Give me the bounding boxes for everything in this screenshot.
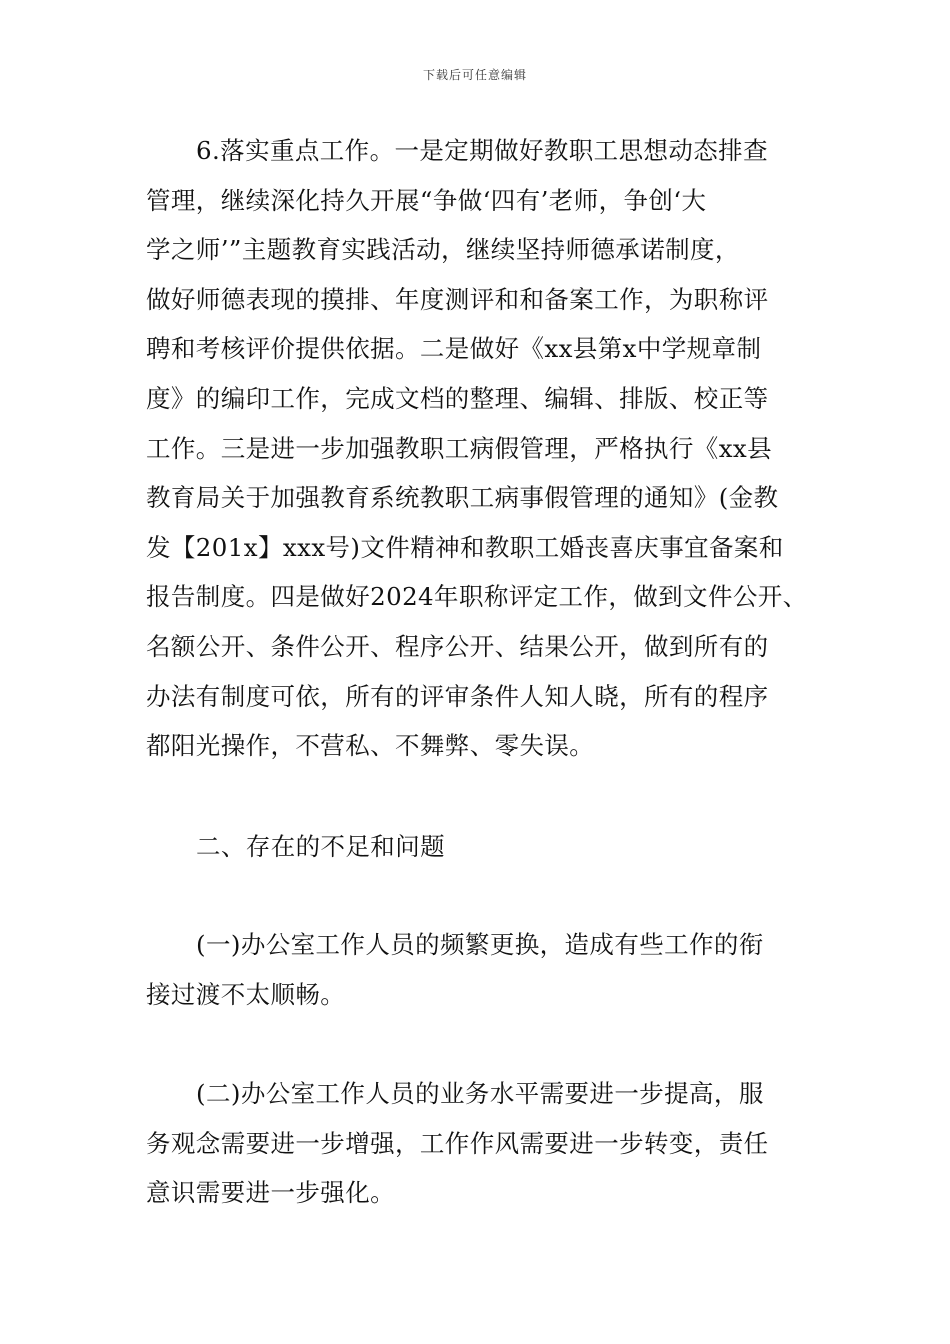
paragraph-line: 务观念需要进一步增强，工作作风需要进一步转变，责任 bbox=[146, 1128, 769, 1158]
paragraph-line: 做好师德表现的摸排、年度测评和和备案工作，为职称评 bbox=[146, 284, 769, 314]
paragraph-line: 办法有制度可依，所有的评审条件人知人晓，所有的程序 bbox=[146, 681, 769, 711]
paragraph-line: 都阳光操作，不营私、不舞弊、零失误。 bbox=[146, 731, 595, 761]
paragraph-line: 接过渡不太顺畅。 bbox=[146, 979, 346, 1009]
section-heading-text: 二、存在的不足和问题 bbox=[196, 832, 445, 861]
header-note: 下载后可任意编辑 bbox=[422, 68, 527, 82]
paragraph-line: 度》的编印工作，完成文档的整理、编辑、排版、校正等 bbox=[146, 383, 769, 413]
paragraph-issue-two bbox=[146, 1069, 818, 1218]
paragraph-line: 发【201x】xxx号)文件精神和教职工婚丧喜庆事宜备案和 bbox=[146, 532, 784, 562]
paragraph-line: 工作。三是进一步加强教职工病假管理，严格执行《xx县 bbox=[146, 433, 773, 463]
paragraph-line: 6.落实重点工作。一是定期做好教职工思想动态排查 bbox=[196, 136, 768, 165]
paragraph-line: 意识需要进一步强化。 bbox=[146, 1178, 395, 1208]
paragraph-key-work bbox=[146, 126, 818, 771]
paragraph-line: 教育局关于加强教育系统教职工病事假管理的通知》(金教 bbox=[146, 483, 779, 513]
paragraph-line: (二)办公室工作人员的业务水平需要进一步提高，服 bbox=[196, 1079, 764, 1108]
paragraph-line: 名额公开、条件公开、程序公开、结果公开，做到所有的 bbox=[146, 631, 769, 661]
paragraph-line: (一)办公室工作人员的频繁更换，造成有些工作的衔 bbox=[196, 930, 764, 959]
paragraph-line: 管理，继续深化持久开展“争做‘四有’老师，争创‘大 bbox=[146, 185, 707, 215]
paragraph-line: 聘和考核评价提供依据。二是做好《xx县第x中学规章制 bbox=[146, 334, 762, 364]
section-heading bbox=[146, 822, 818, 872]
paragraph-issue-one bbox=[146, 920, 818, 1019]
paragraph-line: 报告制度。四是做好2024年职称评定工作，做到文件公开、 bbox=[146, 582, 808, 612]
paragraph-line: 学之师’”主题教育实践活动，继续坚持师德承诺制度， bbox=[146, 235, 740, 265]
